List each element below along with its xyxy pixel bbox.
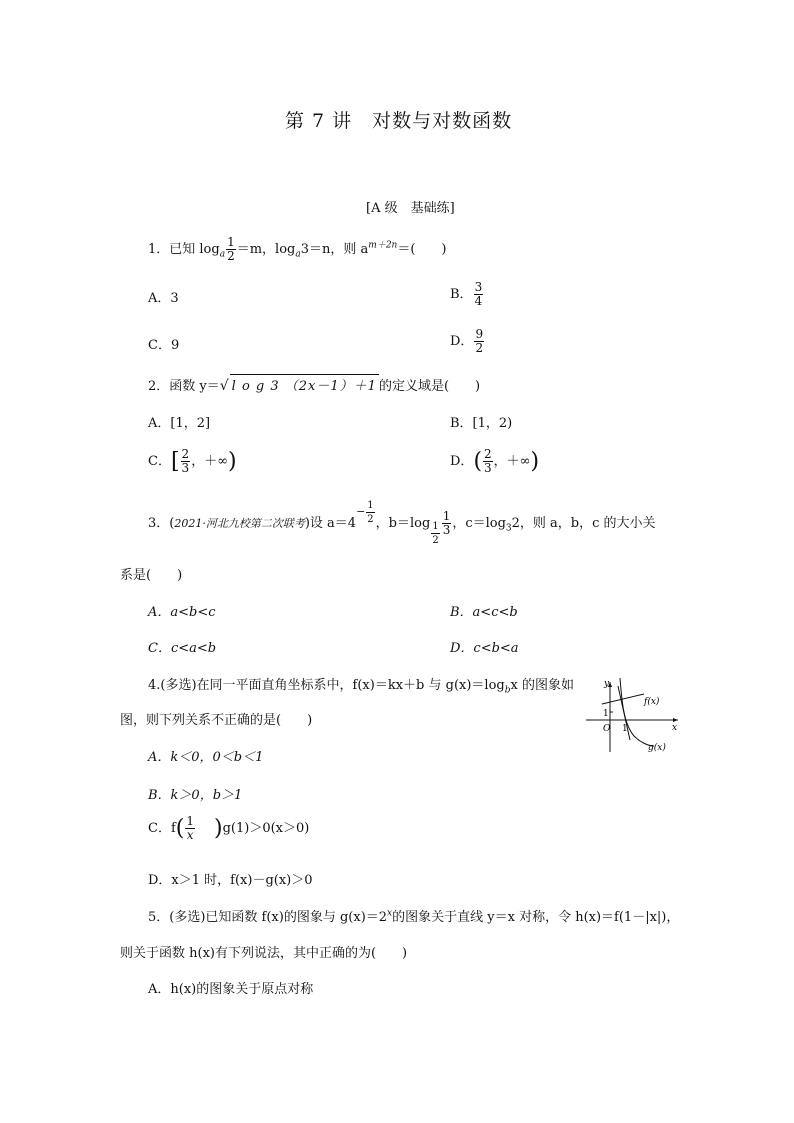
x-axis-arrow (673, 718, 678, 722)
option-d: D．x＞1 时，f(x)－g(x)＞0 (148, 873, 313, 888)
option-a: A．k＜0，0＜b＜1 (148, 750, 264, 765)
option-d: D．( $\frac{2}{3}$ ，＋∞) (450, 447, 540, 475)
question-2-stem: 2．函数 y＝√ l o g 3 （2x－1）＋1 的定义域是( ) (148, 374, 480, 394)
x-axis-label: x (672, 723, 678, 733)
option-b: B．[1，2) (450, 416, 513, 431)
y-tick-label: 1 (603, 709, 609, 719)
question-3-stem: 3．(2021·河北九校第二次联考)设 $a=4^{- \frac{1}{2}}$ ，b＝log $\frac{1}{2}$ $\frac{1}{3}$ ，$c=\log_32$，则 a，b，c 的大小关 (148, 499, 656, 546)
question-5-stem: 5．(多选)已知函数 f(x)的图象与 $g(x)=2^x$的图象关于直线 y＝x 对称，令 h(x)＝f(1－|x|)， (148, 908, 680, 925)
function-graph (582, 674, 682, 754)
page-title: 第 7 讲 对数与对数函数 (285, 110, 513, 132)
question-3-continuation: 系是( ) (120, 568, 183, 583)
option-b: B．k＞0，b＞1 (148, 788, 243, 803)
g-label: g(x) (648, 743, 666, 753)
option-d: D． $\frac{9}{2}$ (450, 327, 484, 355)
option-a: A．a<b<c (148, 605, 216, 620)
origin-label: O (603, 724, 611, 734)
section-heading: [A 级 基础练] (366, 201, 455, 216)
x-tick-label: 1 (622, 724, 628, 734)
g-curve (620, 678, 654, 746)
question-1-stem: 1．已知 $\log_a$ $\frac{1}{2}$ ＝m，$\log_a3=n$，则 $a^{m+2n}=$( ) (148, 235, 447, 263)
f-line (602, 694, 644, 704)
option-a: A．h(x)的图象关于原点对称 (148, 982, 314, 997)
option-d: D．c<b<a (450, 641, 519, 656)
fraction: $\frac{1}{2}$ (227, 235, 235, 263)
option-c: C．[ $\frac{2}{3}$ ，＋∞) (148, 447, 237, 475)
f-label: f(x) (644, 697, 660, 707)
y-axis-label: y (604, 679, 610, 689)
option-a: A．[1，2] (148, 416, 211, 431)
option-b: B． $\frac{3}{4}$ (450, 280, 483, 308)
question-4-continuation: 图，则下列关系不正确的是( ) (120, 713, 313, 728)
question-4-stem: 4.(多选)在同一平面直角坐标系中，f(x)＝kx＋b 与 $g(x)=\log_bx$ 的图象如 (148, 678, 574, 696)
option-c: C．9 (148, 338, 180, 353)
question-5-continuation: 则关于函数 h(x)有下列说法，其中正确的为( ) (120, 946, 408, 961)
option-b: B．a<c<b (450, 605, 518, 620)
option-c: C．c<a<b (148, 641, 217, 656)
option-c: C．f( $\frac{1}{x}$ )g(1)＞0(x＞0) (148, 814, 310, 842)
option-a: A．3 (148, 291, 179, 306)
